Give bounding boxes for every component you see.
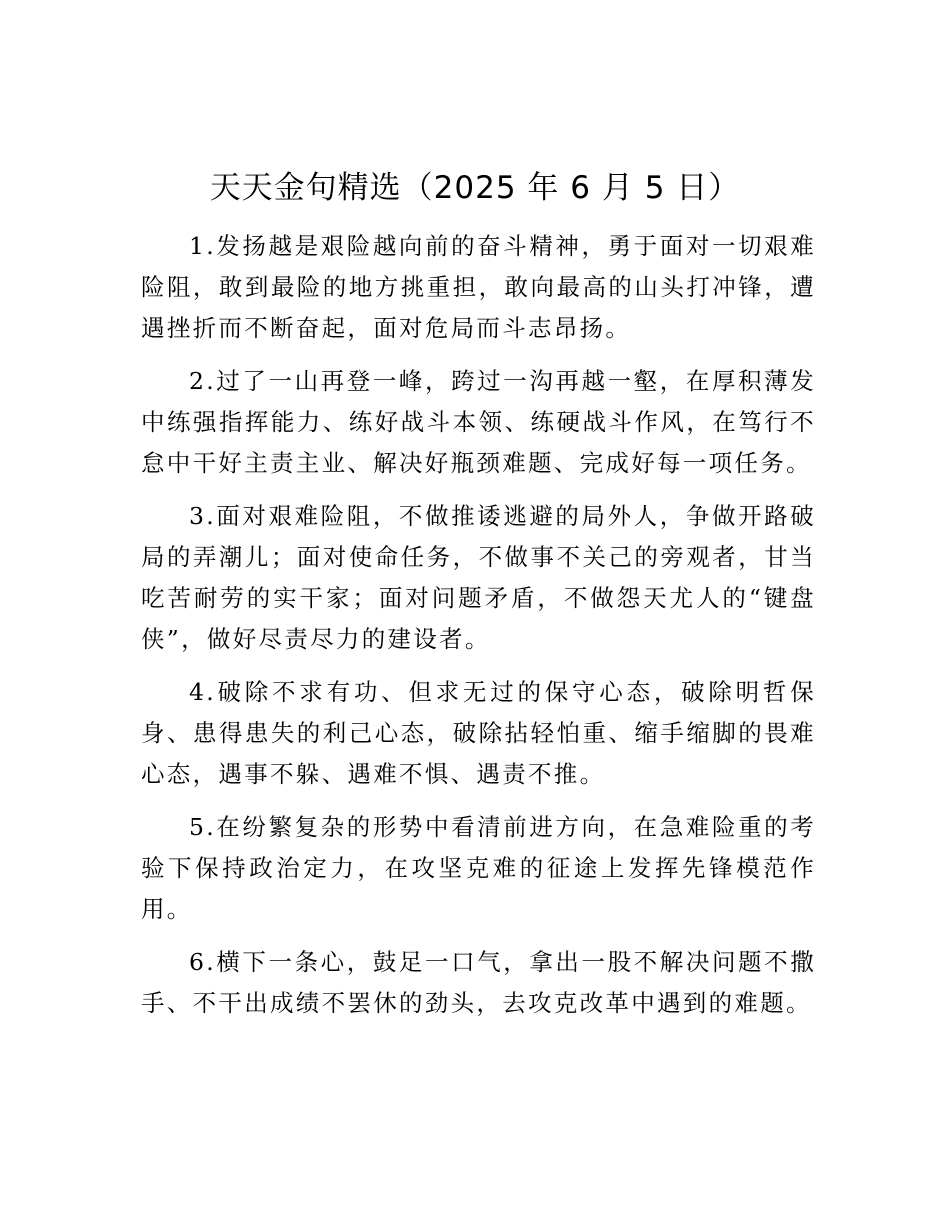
document-title: 天天金句精选（2025 年 6 月 5 日） (209, 170, 741, 206)
paragraph-2: 2.过了一山再登一峰，跨过一沟再越一壑，在厚积薄发中练强指挥能力、练好战斗本领、练硬战斗作风，在笃行不怠中干好主责主业、解决好瓶颈难题、完成好每一项任务。 (141, 367, 816, 477)
paragraph-3: 3.面对艰难险阻，不做推诿逃避的局外人，争做开路破局的弄潮儿；面对使命任务，不做事不关己的旁观者，甘当吃苦耐劳的实干家；面对问题矛盾，不做怨天尤人的“键盘侠”，做好尽责尽力的建设者。 (141, 502, 816, 653)
paragraph-6: 6.横下一条心，鼓足一口气，拿出一股不解决问题不撒手、不干出成绩不罢休的劲头，去攻克改革中遇到的难题。 (141, 948, 816, 1017)
paragraph-5: 5.在纷繁复杂的形势中看清前进方向，在急难险重的考验下保持政治定力，在攻坚克难的征途上发挥先锋模范作用。 (141, 813, 816, 923)
paragraph-4: 4.破除不求有功、但求无过的保守心态，破除明哲保身、患得患失的利己心态，破除拈轻怕重、缩手缩脚的畏难心态，遇事不躲、遇难不惧、遇责不推。 (141, 678, 816, 788)
paragraph-1: 1.发扬越是艰险越向前的奋斗精神，勇于面对一切艰难险阻，敢到最险的地方挑重担，敢向最高的山头打冲锋，遭遇挫折而不断奋起，面对危局而斗志昂扬。 (141, 232, 816, 342)
document-body (141, 226, 816, 1036)
